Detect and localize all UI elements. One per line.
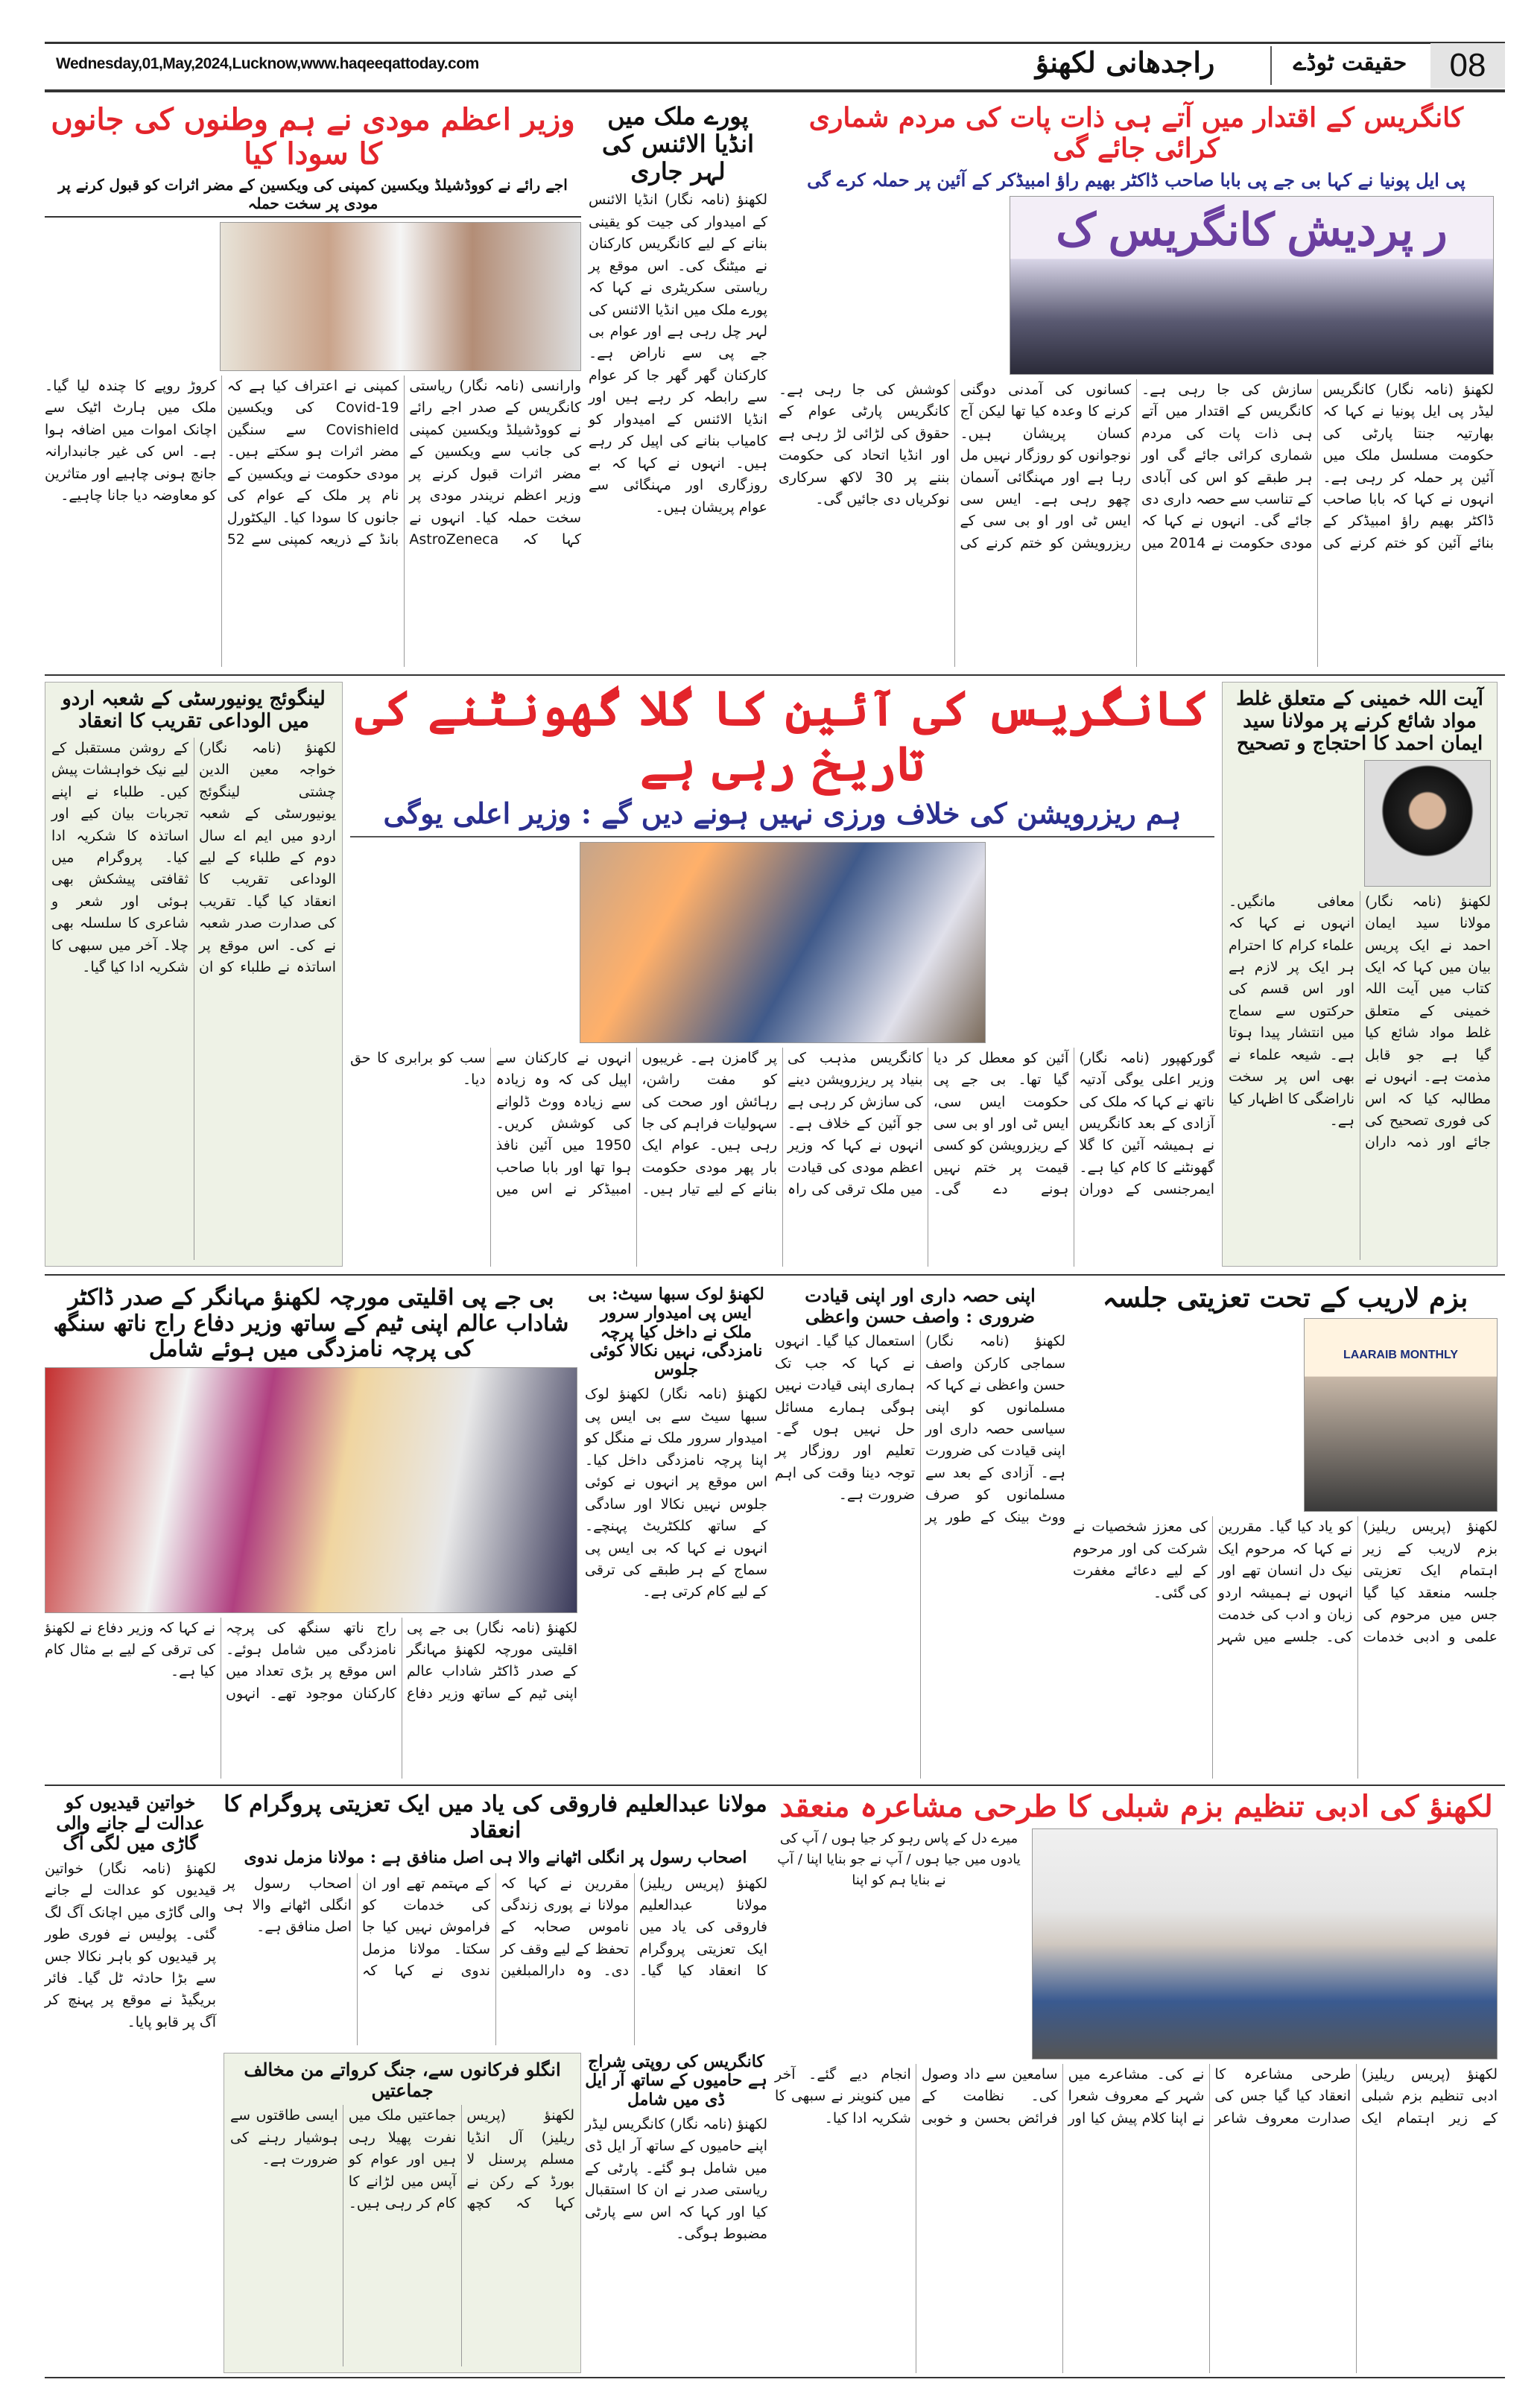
main-headline: کانگریس کی آئین کا گلا گھونٹنے کی تاریخ رہی ہے	[355, 681, 1210, 792]
section-rule	[45, 674, 1505, 676]
section-rule	[45, 1785, 1505, 1786]
headline: خواتین قیدیوں کو عدالت لے جانے والی گاڑی میں لگی آگ	[56, 1791, 205, 1855]
article-body: لکھنؤ (نامہ نگار) مولانا سید ایمان احمد نے ایک پریس بیان میں کہا کہ ایک کتاب میں آیت اللہ خمینی کے متعلق غلط مواد شائع کیا گیا ہے جو قابل مذمت ہے۔ انہوں نے مطالبہ کیا کہ اس کی فوری تصحیح کی جائے اور ذمہ داران معافی مانگیں۔ انہوں نے کہا کہ علماء کرام کا احترام ہر ایک پر لازم ہے اور اس قسم کی حرکتوں سے سماج میں انتشار پیدا ہوتا ہے۔ شیعہ علماء نے بھی اس پر سخت ناراضگی کا اظہار کیا ہے۔	[1229, 893, 1491, 1151]
headline: پورے ملک میں انڈیا الائنس کی لہر جاری	[602, 102, 754, 186]
subheadline: اصحاب رسول پر انگلی اٹھانے والا ہی اصل منافق ہے : مولانا مزمل ندوی	[244, 1848, 747, 1867]
article	[585, 1285, 767, 1779]
article-body: لکھنؤ (نامہ نگار) بی جے پی اقلیتی مورچہ لکھنؤ مہانگر کے صدر ڈاکٹر شاداب عالم اپنی ٹیم کے ساتھ وزیر دفاع راج ناتھ سنگھ کی پرچہ نامزدگی میں شامل ہوئے۔ اس موقع پر بڑی تعداد میں کارکنان موجود تھے۔ انہوں نے کہا کہ وزیر دفاع نے لکھنؤ کی ترقی کے لیے بے مثال کام کیا ہے۔	[45, 1619, 577, 1702]
headline: آیت اللہ خمینی کے متعلق غلط مواد شائع کرنے پر مولانا سید ایمان احمد کا احتجاج و تصحیح	[1236, 688, 1483, 755]
divider	[1270, 46, 1272, 85]
article-body: لکھنؤ (پریس ریلیز) ادبی تنظیم بزم شبلی کے زیر اہتمام ایک طرحی مشاعرہ کا انعقاد کیا گیا جس کی صدارت معروف شاعر نے کی۔ مشاعرے میں شہر کے معروف شعرا نے اپنا کلام پیش کیا اور سامعین سے داد وصول کی۔ نظامت کے فرائض بحسن و خوبی انجام دیے گئے۔ آخر میں کنوینر نے سبھی کا شکریہ ادا کیا۔	[775, 2066, 1498, 2127]
meeting-photo	[1304, 1318, 1498, 1512]
press-photo	[220, 222, 581, 371]
article	[45, 1792, 216, 2373]
page-number: 08	[1430, 43, 1505, 88]
headline: کانگریس کے اقتدار میں آتے ہی ذات پات کی مردم شماری کرائی جائے گی	[808, 102, 1464, 165]
headline: اپنی حصہ داری اور اپنی قیادت ضروری : واصف حسن واعظی	[805, 1285, 1036, 1327]
headline: کانگریس کی روپتی شراج ہے حامیوں کے ساتھ آر ایل ڈی میں شامل	[585, 2052, 767, 2109]
headline: لکھنؤ لوک سبھا سیٹ: بی ایس پی امیدوار سرور ملک نے داخل کیا پرچہ نامزدگی، نہیں نکالا کوئی جلوس	[588, 1285, 764, 1380]
headline: مولانا عبدالعلیم فاروقی کی یاد میں ایک تعزیتی پروگرام کا انعقاد	[224, 1791, 767, 1843]
headline: لینگوئج یونیورسٹی کے شعبہ اردو میں الوداعی تقریب کا انعقاد	[62, 688, 326, 732]
section-rule	[45, 1274, 1505, 1276]
article-body: گورکھپور (نامہ نگار) وزیر اعلی یوگی آدتیہ ناتھ نے کہا کہ ملک کی آزادی کے بعد کانگریس نے ہمیشہ آئین کا گلا گھونٹنے کا کام کیا ہے۔ ایمرجنسی کے دوران آئین کو معطل کر دیا گیا تھا۔ بی جے پی حکومت ایس سی، ایس ٹی اور او بی سی کے ریزرویشن کو کسی قیمت پر ختم نہیں ہونے دے گی۔ کانگریس مذہب کی بنیاد پر ریزرویشن دینے کی سازش کر رہی ہے جو آئین کے خلاف ہے۔ انہوں نے کہا کہ وزیر اعظم مودی کی قیادت میں ملک ترقی کی راہ پر گامزن ہے۔ غریبوں کو مفت راشن، رہائش اور صحت کی سہولیات فراہم کی جا رہی ہیں۔ عوام ایک بار پھر مودی حکومت بنانے کے لیے تیار ہیں۔ انہوں نے کارکنان سے اپیل کی کہ وہ زیادہ سے زیادہ ووٹ ڈلوانے کی کوشش کریں۔ 1950 میں آئین نافذ ہوا تھا اور بابا صاحب امبیڈکر نے اس میں سب کو برابری کا حق دیا۔	[350, 1049, 1214, 1198]
article-body: لکھنؤ (نامہ نگار) خواجہ معین الدین چشتی لینگوئج یونیورسٹی کے شعبہ اردو میں ایم اے سال دوم کے طلباء کے لیے الوداعی تقریب کا انعقاد کیا گیا۔ تقریب کی صدارت صدر شعبہ نے کی۔ اس موقع پر اساتذہ نے طلباء کو ان کے روشن مستقبل کے لیے نیک خواہشات پیش کیں۔ طلباء نے اپنے تجربات بیان کیے اور اساتذہ کا شکریہ ادا کیا۔ پروگرام میں ثقافتی پیشکش بھی ہوئی اور شعر و شاعری کا سلسلہ بھی چلا۔ آخر میں سبھی کا شکریہ ادا کیا گیا۔	[51, 739, 336, 976]
article-body: لکھنؤ (نامہ نگار) کانگریس لیڈر اپنے حامیوں کے ساتھ آر ایل ڈی میں شامل ہو گئے۔ پارٹی کے ریاستی صدر نے ان کا استقبال کیا اور کہا کہ اس سے پارٹی مضبوط ہوگی۔	[585, 2115, 767, 2243]
article	[585, 2053, 767, 2373]
mushaira-photo	[1032, 1828, 1498, 2059]
article-body: لکھنؤ (پریس ریلیز) آل انڈیا مسلم پرسنل لا بورڈ کے رکن نے کہا کہ کچھ جماعتیں ملک میں نفرت پھیلا رہی ہیں اور عوام کو آپس میں لڑانے کا کام کر رہی ہیں۔ ایسی طاقتوں سے ہوشیار رہنے کی ضرورت ہے۔	[230, 2107, 574, 2211]
article-body: لکھنؤ (نامہ نگار) کانگریس لیڈر پی ایل پونیا نے کہا کہ بھارتیہ جنتا پارٹی کی حکومت مسلسل ملک میں آئین پر حملہ کر رہی ہے۔ انہوں نے کہا کہ بابا صاحب ڈاکٹر بھیم راؤ امبیڈکر کے بنائے آئین کو ختم کرنے کی سازش کی جا رہی ہے۔ کانگریس کے اقتدار میں آتے ہی ذات پات کی مردم شماری کرائی جائے گی اور ہر طبقے کو اس کی آبادی کے تناسب سے حصہ داری دی جائے گی۔ انہوں نے کہا کہ مودی حکومت نے 2014 میں کسانوں کی آمدنی دوگنی کرنے کا وعدہ کیا تھا لیکن آج کسان پریشان ہیں۔ نوجوانوں کو روزگار نہیں مل رہا ہے اور مہنگائی آسمان چھو رہی ہے۔ ایس سی ایس ٹی اور او بی سی کے ریزرویشن کو ختم کرنے کی کوشش کی جا رہی ہے۔ کانگریس پارٹی عوام کے حقوق کی لڑائی لڑ رہی ہے اور انڈیا اتحاد کی حکومت بننے پر 30 لاکھ سرکاری نوکریاں دی جائیں گی۔	[779, 381, 1494, 551]
headline: انگلو فرکانوں سے، جنگ کرواتے من مخالف جماعتیں	[244, 2059, 561, 2101]
headline: وزیر اعظم مودی نے ہم وطنوں کی جانوں کا سودا کیا	[51, 102, 575, 171]
article	[775, 1285, 1065, 1779]
article	[45, 1285, 577, 1779]
article	[350, 682, 1214, 1267]
top-rule	[45, 42, 1505, 44]
article-box	[45, 682, 343, 1267]
article-body: لکھنؤ (نامہ نگار) خواتین قیدیوں کو عدالت لے جانے والی گاڑی میں اچانک آگ لگ گئی۔ پولیس نے فوری طور پر قیدیوں کو باہر نکالا جس سے بڑا حادثہ ٹل گیا۔ فائر بریگیڈ نے موقع پر پہنچ کر آگ پر قابو پایا۔	[45, 1860, 216, 2030]
article-body: وارانسی (نامہ نگار) ریاستی کانگریس کے صدر اجے رائے نے کووڈشیلڈ ویکسین کمپنی کی جانب سے ویکسین کے مضر اثرات قبول کرنے پر وزیر اعظم نریندر مودی پر سخت حملہ کیا۔ انہوں نے کہا کہ AstroZeneca کمپنی نے اعتراف کیا ہے کہ Covid-19 کی ویکسین Covishield سے سنگین مضر اثرات ہو سکتے ہیں۔ مودی حکومت نے ویکسین کے نام پر ملک کے عوام کی جانوں کا سودا کیا۔ الیکٹورل بانڈ کے ذریعہ کمپنی سے 52 کروڑ روپے کا چندہ لیا گیا۔ ملک میں ہارٹ اٹیک سے اچانک اموات میں اضافہ ہوا ہے۔ اس کی غیر جانبدارانہ جانچ ہونی چاہیے اور متاثرین کو معاوضہ دیا جانا چاہیے۔	[45, 378, 581, 548]
poem: میرے دل کے پاس رہو کر جیا ہوں / آپ کی یادوں میں جیا ہوں / آپ نے جو بنایا اپنا / آپ نے بنایا ہم کو اپنا	[777, 1831, 1021, 1888]
article	[45, 103, 581, 667]
press-conference-photo	[1010, 196, 1494, 375]
headline: بی جے پی اقلیتی مورچہ لکھنؤ مہانگر کے صدر ڈاکٹر شاداب عالم اپنی ٹیم کے ساتھ وزیر دفاع راج ناتھ سنگھ کی پرچہ نامزدگی میں ہوئے شامل	[53, 1285, 569, 1362]
article	[1073, 1283, 1498, 1779]
article-body: لکھنؤ (پریس ریلیز) بزم لاریب کے زیر اہتمام ایک تعزیتی جلسہ منعقد کیا گیا جس میں مرحوم کی علمی و ادبی خدمات کو یاد کیا گیا۔ مقررین نے کہا کہ مرحوم ایک نیک دل انسان تھے اور انہوں نے ہمیشہ اردو زبان و ادب کی خدمت کی۔ جلسے میں شہر کی معزز شخصیات نے شرکت کی اور مرحوم کے لیے دعائے مغفرت کی گئی۔	[1073, 1519, 1498, 1645]
bottom-rule	[45, 2377, 1505, 2378]
article-body: لکھنؤ (پریس ریلیز) مولانا عبدالعلیم فاروقی کی یاد میں ایک تعزیتی پروگرام کا انعقاد کیا گیا۔ مقررین نے کہا کہ مولانا نے پوری زندگی ناموس صحابہ کے تحفظ کے لیے وقف کر دی۔ وہ دارالمبلغین کے مہتمم تھے اور ان کی خدمات کو فراموش نہیں کیا جا سکتا۔ مولانا مزمل ندوی نے کہا کہ اصحاب رسول پر انگلی اٹھانے والا ہی اصل منافق ہے۔	[224, 1875, 767, 1980]
office-sign: LAARAIB MONTHLY	[1343, 1349, 1459, 1362]
yogi-photo	[580, 842, 986, 1043]
article-body: لکھنؤ (نامہ نگار) انڈیا الائنس کے امیدوار کی جیت کو یقینی بنانے کے لیے کانگریس کارکنان نے میٹنگ کی۔ اس موقع پر ریاستی سکریٹری نے کہا کہ پورے ملک میں انڈیا الائنس کی لہر چل رہی ہے اور عوام بی جے پی سے ناراض ہے۔ کارکنان گھر گھر جا کر عوام سے رابطہ کر رہے ہیں اور انڈیا الائنس کے امیدوار کو کامیاب بنانے کی اپیل کر رہے ہیں۔ انہوں نے کہا کہ بے روزگاری اور مہنگائی سے عوام پریشان ہیں۔	[589, 191, 767, 516]
section-title: راجدھانی لکھنؤ	[1035, 45, 1215, 79]
nomination-photo	[45, 1367, 577, 1613]
headline: لکھنؤ کی ادبی تنظیم بزم شبلی کا طرحی مشاعرہ منعقد	[779, 1789, 1493, 1824]
headline: بزم لاریب کے تحت تعزیتی جلسہ	[1102, 1282, 1468, 1314]
article	[775, 1790, 1498, 2373]
main-subheadline: ہم ریزرویشن کی خلاف ورزی نہیں ہونے دیں گے : وزیر اعلی یوگی	[350, 796, 1214, 837]
photo-banner-text: ر پردیش کانگریس ک	[1056, 204, 1448, 255]
subheadline: پی ایل پونیا نے کہا بی جے پی بابا صاحب ڈاکٹر بھیم راؤ امبیڈکر کے آئین پر حملہ کرے گی	[807, 168, 1465, 191]
article-body: لکھنؤ (نامہ نگار) سماجی کارکن واصف حسن واعظی نے کہا کہ مسلمانوں کو اپنی سیاسی حصہ داری اور اپنی قیادت کی ضرورت ہے۔ آزادی کے بعد سے مسلمانوں کو صرف ووٹ بینک کے طور پر استعمال کیا گیا۔ انہوں نے کہا کہ جب تک ہماری اپنی قیادت نہیں ہوگی ہمارے مسائل حل نہیں ہوں گے۔ تعلیم اور روزگار پر توجہ دینا وقت کی اہم ضرورت ہے۔	[775, 1333, 1065, 1525]
subheadline: اجے رائے نے کووڈشیلڈ ویکسین کمپنی کی ویکسین کے مضر اثرات کو قبول کرنے پر مودی پر سخت حملہ	[45, 176, 581, 218]
photo-row	[775, 1828, 1498, 2059]
header-rule	[45, 89, 1505, 92]
portrait-photo	[1364, 760, 1491, 887]
article	[589, 103, 767, 667]
masthead-logo: حقیقت ٹوڈے	[1293, 50, 1407, 76]
dateline: Wednesday,01,May,2024,Lucknow,www.haqeeqattoday.com	[56, 55, 479, 72]
article-box	[1222, 682, 1498, 1267]
article	[779, 103, 1494, 667]
article-body: لکھنؤ (نامہ نگار) لکھنؤ لوک سبھا سیٹ سے بی ایس پی امیدوار سرور ملک نے منگل کو اپنا پرچہ نامزدگی داخل کیا۔ اس موقع پر انہوں نے کوئی جلوس نہیں نکالا اور سادگی کے ساتھ کلکٹریٹ پہنچے۔ انہوں نے کہا کہ بی ایس پی سماج کے ہر طبقے کی ترقی کے لیے کام کرتی ہے۔	[585, 1386, 767, 1600]
article	[224, 1792, 767, 2045]
article-box	[224, 2053, 581, 2373]
